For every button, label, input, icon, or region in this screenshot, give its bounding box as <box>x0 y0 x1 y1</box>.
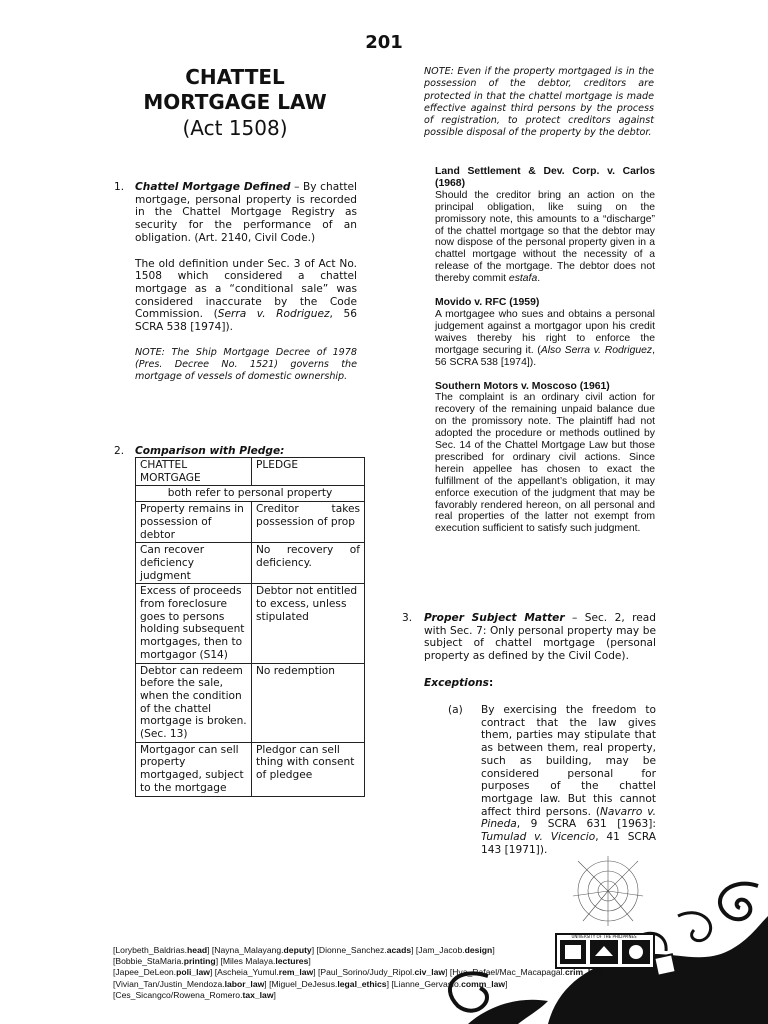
table-cell: Debtor can redeem before the sale, when the condition of the chattel mortgage is broken. (Sec. 13) <box>136 663 252 742</box>
item-3-text: Proper Subject Matter – Sec. 2, read with Sec. 7: Only personal property may be subject of chattel mortgage (personal property as defined by the Civil Code). <box>424 612 656 663</box>
case-citation: Serra v. Rodriguez <box>217 308 330 321</box>
title-line-1: CHATTEL <box>185 65 285 89</box>
credits-line: [Bobbie_StaMaria.printing] [Miles Malaya.lectures] <box>113 956 311 967</box>
table-cell: No recovery of deficiency. <box>252 543 365 584</box>
table-row <box>136 663 365 742</box>
table-cell: Creditor takes possession of prop <box>252 502 365 543</box>
case-digest <box>435 166 655 285</box>
exceptions-heading: Exceptions: <box>424 676 494 689</box>
credits-line: [Ces_Sicangco/Rowena_Romero.tax_law] <box>113 989 276 1000</box>
case-text: A mortgagee who sues and obtains a personal judgement against a mortgagor upon his credit waives thereby his right to enforce the mortgage securing it. (Also Serra v. Rodriguez, 56 SCRA 538 [1974]). <box>435 308 655 368</box>
table-cell: Property remains in possession of debtor <box>136 502 252 543</box>
title-line-2: MORTGAGE LAW <box>143 90 327 114</box>
document-title <box>130 65 340 142</box>
table-cell: Debtor not entitled to excess, unless stipulated <box>252 584 365 663</box>
exception-a <box>481 704 656 856</box>
emblem-lettering: UNIVERSITY OF THE PHILIPPINES <box>571 934 637 939</box>
registration-note: NOTE: Even if the property mortgaged is in the possession of the debtor, creditors are protected in that the chattel mortgage is made effective against third persons by the process of registration, to protect creditors against possible disposal of the property by the debtor. <box>424 66 654 139</box>
table-cell: Can recover deficiency judgment <box>136 543 252 584</box>
credits-line: [Vivian_Tan/Justin_Mendoza.labor_law] [Miguel_DeJesus.legal_ethics] [Lianne_Gervasio.comm_law] <box>113 978 508 989</box>
table-header-row <box>136 458 365 486</box>
item-1-number: 1. <box>114 181 125 193</box>
page-number: 201 <box>365 32 403 53</box>
table-cell: Excess of proceeds from foreclosure goes to persons holding subsequent mortgages, then to mortgagor (S14) <box>136 584 252 663</box>
case-digest <box>435 381 655 536</box>
item-1-text: By chattel mortgage, personal property is recorded in the Chattel Mortgage Registry as security for the performance of an obligation. (Art. 2140, Civil Code.) <box>135 181 357 244</box>
item-2-heading: Comparison with Pledge: <box>135 445 285 457</box>
credits-footer <box>113 945 673 1001</box>
table-shared-cell: both refer to personal property <box>136 486 365 502</box>
item-1-old-definition: The old definition under Sec. 3 of Act No. 1508 which considered a chattel mortgage as a “conditional sale” was considered inaccurate by the Code Commission. (Serra v. Rodriguez, 56 SCRA 538 [1974]). <box>135 257 357 334</box>
item-3-number: 3. <box>402 612 413 624</box>
credits-line: [Lorybeth_Baldrias.head] [Nayna_Malayang.deputy] [Dionne_Sanchez.acads] [Jam_Jacob.design] <box>113 945 495 955</box>
comparison-table <box>135 457 365 797</box>
case-title: Movido v. RFC (1959) <box>435 297 540 309</box>
table-shared-row <box>136 486 365 502</box>
exception-a-label: (a) <box>448 704 463 716</box>
case-title: Land Settlement & Dev. Corp. v. Carlos (1968) <box>435 166 655 189</box>
table-row <box>136 742 365 796</box>
table-header-cell: PLEDGE <box>252 458 365 486</box>
case-digest <box>435 297 655 368</box>
table-cell: Mortgagor can sell property mortgaged, subject to the mortgage <box>136 742 252 796</box>
case-text: The complaint is an ordinary civil action for recovery of the remaining unpaid balance due on the promissory note. The plaintiff had not adopted the procedure or methods outlined by Sec. 14 of the Chattel Mortgage Law but those prescribed for ordinary civil actions. Since herein appellee has chosen to exact the fulfillment of the appellant’s obligation, it may enforce execution of the judgment that may be favorably rendered hereon, on all personal and real properties of the latter not exempt from execution sufficient to satisfy such judgment. <box>435 392 655 535</box>
table-cell: Pledgor can sell thing with consent of pledgee <box>252 742 365 796</box>
title-line-3: (Act 1508) <box>182 116 288 140</box>
case-title: Southern Motors v. Moscoso (1961) <box>435 380 610 392</box>
table-row <box>136 502 365 543</box>
comparison-table-wrap <box>135 457 365 797</box>
table-cell: No redemption <box>252 663 365 742</box>
exception-a-text: By exercising the freedom to contract that the law gives them, parties may stipulate that as between them, real property, such as building, may be considered personal for purposes of the chattel mortgage law. But this cannot affect third persons. (Navarro v. Pineda, 9 SCRA 631 [1963]: Tumulad v. Vicencio, 41 SCRA 143 [1971]). <box>481 704 656 856</box>
item-3-section <box>424 612 656 690</box>
item-1-heading: Chattel Mortgage Defined <box>135 181 291 193</box>
item-1-definition: Chattel Mortgage Defined – By chattel mortgage, personal property is recorded in the Chattel Mortgage Registry as security for the performance of an obligation. (Art. 2140, Civil Code.) <box>135 181 357 244</box>
ship-mortgage-note: NOTE: The Ship Mortgage Decree of 1978 (Pres. Decree No. 1521) governs the mortgage of vessels of domestic ownership. <box>135 346 357 383</box>
spider-web-icon <box>573 856 643 926</box>
item-2-number: 2. <box>114 445 125 457</box>
case-digests <box>435 166 655 535</box>
case-text: Should the creditor bring an action on the principal obligation, like suing on the promissory note, this amounts to a “discharge” of the chattel mortgage so that the debtor may now dispose of the personal property given in a chattel mortgage without the necessity of a release of the mortgage. The debtor does not thereby commit estafa. <box>435 189 655 285</box>
table-row <box>136 584 365 663</box>
table-header-cell: CHATTEL MORTGAGE <box>136 458 252 486</box>
table-row <box>136 543 365 584</box>
credits-line: [Japee_DeLeon.poli_law] [Ascheia_Yumul.rem_law] [Paul_Sorino/Judy_Ripol.civ_law] [Hya_Rafael/Mac_Macapagal.crim_law] <box>113 967 605 978</box>
item-3-heading: Proper Subject Matter <box>424 612 565 624</box>
item-1-section <box>135 181 357 384</box>
